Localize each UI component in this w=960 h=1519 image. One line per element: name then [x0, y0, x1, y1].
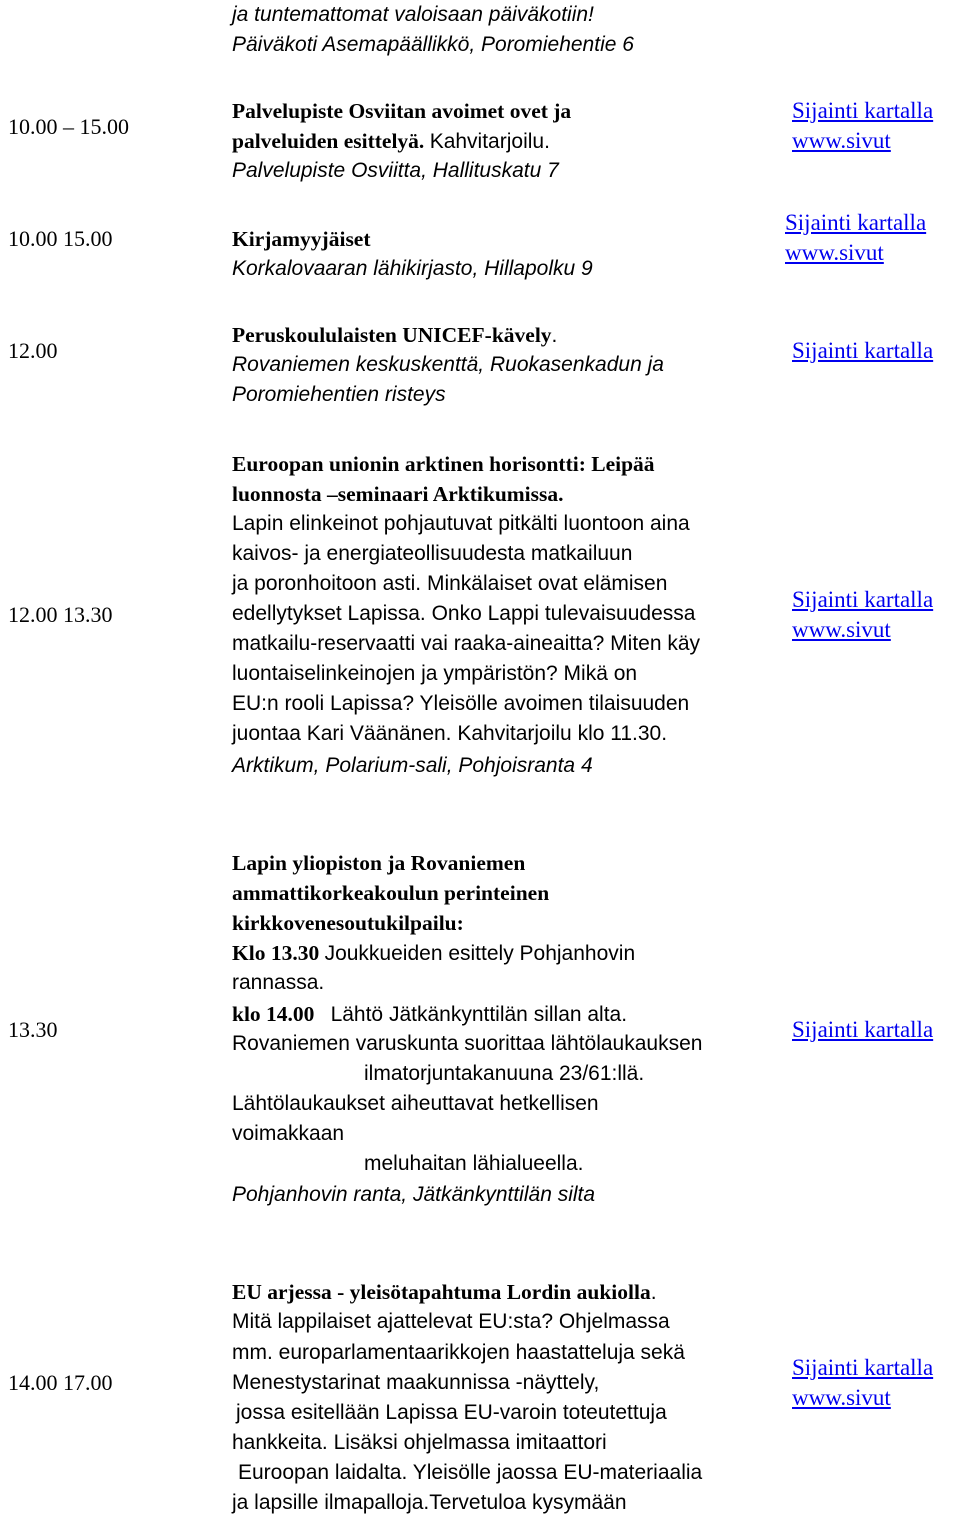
event-desc-line: edellytykset Lapissa. Onko Lappi tulevaisuudessa — [232, 602, 696, 625]
event-desc-line: ja lapsille ilmapalloja.Tervetuloa kysymään — [232, 1491, 627, 1514]
map-link[interactable]: Sijainti kartalla — [792, 1355, 934, 1380]
map-link[interactable]: Sijainti kartalla — [785, 210, 927, 235]
event-place: Palvelupiste Osviitta, Hallituskatu 7 — [232, 159, 559, 182]
web-link[interactable]: www.sivut — [792, 128, 891, 153]
event-place: Pohjanhovin ranta, Jätkänkynttilän silta — [232, 1183, 596, 1206]
event-desc-line: mm. europarlamentaarikkojen haastatteluja sekä — [232, 1341, 685, 1364]
web-link[interactable]: www.sivut — [792, 617, 891, 642]
schedule-line — [232, 999, 627, 1030]
schedule-line — [232, 938, 635, 969]
event-desc-line: Mitä lappilaiset ajattelevat EU:sta? Ohjelmassa — [232, 1310, 670, 1333]
event-place: Rovaniemen keskuskenttä, Ruokasenkadun ja — [232, 353, 664, 376]
event-time: 14.00 17.00 — [8, 1370, 113, 1395]
event-desc-line: Menestystarinat maakunnissa -näyttely, — [232, 1371, 600, 1394]
event-title-part: palveluiden esittelyä. — [232, 129, 425, 153]
event-desc-line: Rovaniemen varuskunta suorittaa lähtölaukauksen — [232, 1032, 703, 1055]
schedule-time: Klo 13.30 — [232, 941, 320, 965]
event-title: Kirjamyyjäiset — [232, 227, 371, 251]
event-desc-line: ja poronhoitoon asti. Minkälaiset ovat elämisen — [232, 572, 668, 595]
event-place: Poromiehentien risteys — [232, 383, 446, 406]
map-link[interactable]: Sijainti kartalla — [792, 1017, 934, 1042]
event-time: 10.00 – 15.00 — [8, 114, 129, 139]
event-desc-line: ilmatorjuntakanuuna 23/61:llä. — [364, 1062, 645, 1085]
event-desc: Kahvitarjoilu. — [429, 130, 550, 153]
event-desc-line: Lähtölaukaukset aiheuttavat hetkellisen — [232, 1092, 599, 1115]
event-desc-line: kaivos- ja energiateollisuudesta matkailuun — [232, 542, 633, 565]
event-title-line — [232, 126, 550, 157]
event-desc-line: EU:n rooli Lapissa? Yleisölle avoimen tilaisuuden — [232, 692, 690, 715]
event-time: 12.00 13.30 — [8, 602, 113, 627]
event-time: 12.00 — [8, 338, 58, 363]
event-title-line: Peruskoululaisten UNICEF-kävely. — [232, 323, 558, 347]
event-title: kirkkovenesoutukilpailu: — [232, 911, 464, 935]
web-link[interactable]: www.sivut — [785, 240, 884, 265]
schedule-time: klo 14.00 — [232, 1002, 315, 1026]
event-desc-line: Lapin elinkeinot pohjautuvat pitkälti luontoon aina — [232, 512, 690, 535]
map-link[interactable]: Sijainti kartalla — [792, 587, 934, 612]
intro-place: Päiväkoti Asemapäällikkö, Poromiehentie 6 — [232, 33, 634, 56]
event-title: Euroopan unionin arktinen horisontti: Leipää — [232, 452, 655, 476]
schedule-text: rannassa. — [232, 971, 325, 994]
web-link[interactable]: www.sivut — [792, 1385, 891, 1410]
intro-text: ja tuntemattomat valoisaan päiväkotiin! — [232, 3, 594, 26]
event-title: Palvelupiste Osviitan avoimet ovet ja — [232, 99, 572, 123]
map-link[interactable]: Sijainti kartalla — [792, 338, 934, 363]
schedule-text: Joukkueiden esittely Pohjanhovin — [324, 942, 636, 965]
event-desc-line: jossa esitellään Lapissa EU-varoin toteutettuja — [236, 1401, 667, 1424]
event-title: ammattikorkeakoulun perinteinen — [232, 881, 550, 905]
event-desc-line: luontaiselinkeinojen ja ympäristön? Mikä on — [232, 662, 638, 685]
event-title: Peruskoululaisten UNICEF-kävely — [232, 323, 552, 347]
event-time: 13.30 — [8, 1017, 58, 1042]
event-time: 10.00 15.00 — [8, 226, 113, 251]
event-desc-line: hankkeita. Lisäksi ohjelmassa imitaattori — [232, 1431, 607, 1454]
event-place: Korkalovaaran lähikirjasto, Hillapolku 9 — [232, 257, 593, 280]
event-desc-line: voimakkaan — [232, 1122, 345, 1145]
schedule-text: Lähtö Jätkänkynttilän sillan alta. — [330, 1003, 628, 1026]
event-title: luonnosta –seminaari Arktikumissa. — [232, 482, 564, 506]
event-title: Lapin yliopiston ja Rovaniemen — [232, 851, 526, 875]
event-desc-line: matkailu-reservaatti vai raaka-aineaitta? Miten käy — [232, 632, 701, 655]
event-place: Arktikum, Polarium-sali, Pohjoisranta 4 — [232, 754, 593, 777]
event-title: EU arjessa - yleisötapahtuma Lordin aukiolla — [232, 1280, 651, 1304]
map-link[interactable]: Sijainti kartalla — [792, 98, 934, 123]
event-desc-line: Euroopan laidalta. Yleisölle jaossa EU-materiaalia — [238, 1461, 703, 1484]
event-title-line: EU arjessa - yleisötapahtuma Lordin aukiolla. — [232, 1280, 657, 1304]
event-desc-line: meluhaitan lähialueella. — [364, 1152, 584, 1175]
event-desc-line: juontaa Kari Väänänen. Kahvitarjoilu klo 11.30. — [232, 722, 668, 745]
